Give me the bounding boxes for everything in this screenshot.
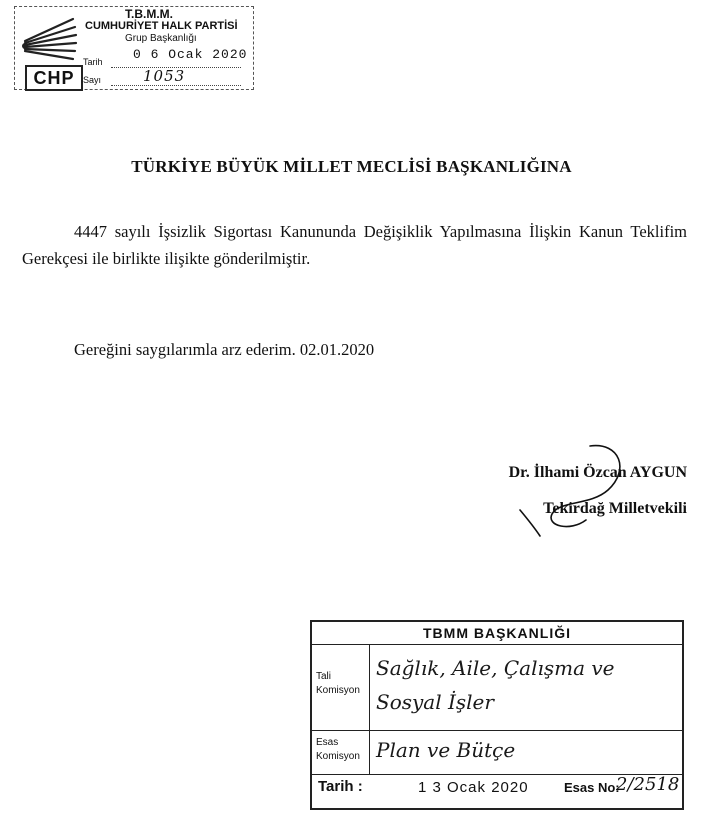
stamp-date-value: 0 6 Ocak 2020 — [133, 47, 248, 62]
reception-date-label: Tarih : — [318, 778, 363, 795]
reception-date-value: 1 3 Ocak 2020 — [418, 779, 529, 796]
party-receipt-stamp — [14, 6, 254, 90]
chp-arrows-icon — [21, 13, 79, 63]
signer-title: Tekirdağ Milletvekili — [543, 500, 687, 517]
handwritten-signature — [490, 440, 650, 540]
signer-name: Dr. İlhami Özcan AYGUN — [508, 464, 687, 481]
stamp-unit: Grup Başkanlığı — [125, 33, 197, 44]
document-closing: Gereğini saygılarımla arz ederim. 02.01.2020 — [74, 340, 375, 359]
esas-number-value: 2/2518 — [616, 774, 680, 795]
stamp-number-label: Sayı — [83, 75, 102, 85]
esas-komisyon-value: Plan ve Bütçe — [376, 738, 516, 762]
tali-komisyon-value-line2: Sosyal İşler — [376, 690, 494, 714]
chp-logo — [21, 13, 79, 88]
document-body: 4447 sayılı İşsizlik Sigortası Kanununda Değişiklik Yapılmasına İlişkin Kanun Teklifim Gerekçesi ile birlikte ilişikte gönderilmiştir. — [22, 222, 687, 268]
esas-komisyon-row — [312, 730, 682, 775]
reception-stamp — [310, 620, 684, 810]
tali-komisyon-row — [312, 644, 682, 731]
reception-stamp-header: TBMM BAŞKANLIĞI — [312, 622, 682, 645]
document-title: TÜRKİYE BÜYÜK MİLLET MECLİSİ BAŞKANLIĞINA — [131, 157, 572, 176]
stamp-party-name: CUMHURİYET HALK PARTİSİ — [85, 20, 238, 32]
esas-number-label: Esas No: — [564, 780, 620, 795]
stamp-institution: T.B.M.M. — [125, 7, 173, 21]
esas-komisyon-label: Esas Komisyon — [312, 730, 370, 774]
tali-komisyon-label: Tali Komisyon — [312, 644, 370, 730]
chp-logo-text: CHP — [25, 65, 83, 91]
reception-stamp-footer — [312, 770, 682, 808]
stamp-number-value: 1053 — [143, 67, 186, 85]
stamp-date-label: Tarih — [83, 57, 103, 67]
tali-komisyon-value-line1: Sağlık, Aile, Çalışma ve — [376, 656, 615, 680]
stamp-number-line — [111, 85, 241, 86]
